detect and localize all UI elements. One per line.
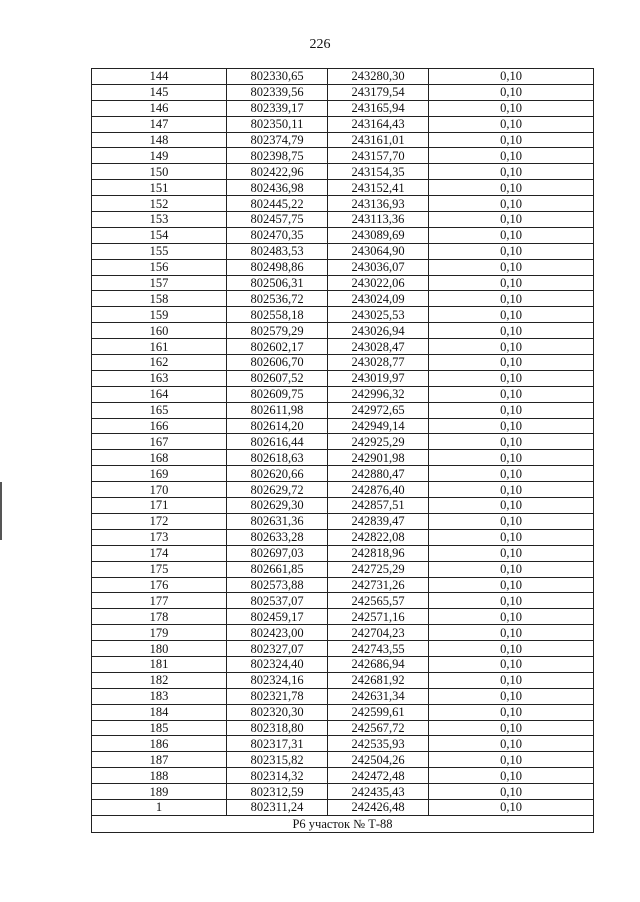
table-row bbox=[92, 180, 594, 196]
y-coordinate-cell: 243136,93 bbox=[328, 196, 429, 212]
y-coordinate-cell: 242426,48 bbox=[328, 799, 429, 815]
x-coordinate-cell: 802607,52 bbox=[227, 370, 328, 386]
accuracy-cell: 0,10 bbox=[429, 69, 594, 85]
table-row bbox=[92, 720, 594, 736]
y-coordinate-cell: 243179,54 bbox=[328, 84, 429, 100]
point-number-cell: 169 bbox=[92, 466, 227, 482]
y-coordinate-cell: 242925,29 bbox=[328, 434, 429, 450]
table-row bbox=[92, 355, 594, 371]
x-coordinate-cell: 802614,20 bbox=[227, 418, 328, 434]
accuracy-cell: 0,10 bbox=[429, 577, 594, 593]
x-coordinate-cell: 802374,79 bbox=[227, 132, 328, 148]
x-coordinate-cell: 802661,85 bbox=[227, 561, 328, 577]
accuracy-cell: 0,10 bbox=[429, 339, 594, 355]
accuracy-cell: 0,10 bbox=[429, 259, 594, 275]
table-row bbox=[92, 116, 594, 132]
x-coordinate-cell: 802457,75 bbox=[227, 212, 328, 228]
y-coordinate-cell: 243157,70 bbox=[328, 148, 429, 164]
x-coordinate-cell: 802609,75 bbox=[227, 386, 328, 402]
y-coordinate-cell: 242731,26 bbox=[328, 577, 429, 593]
point-number-cell: 165 bbox=[92, 402, 227, 418]
accuracy-cell: 0,10 bbox=[429, 132, 594, 148]
point-number-cell: 146 bbox=[92, 100, 227, 116]
x-coordinate-cell: 802573,88 bbox=[227, 577, 328, 593]
x-coordinate-cell: 802321,78 bbox=[227, 688, 328, 704]
y-coordinate-cell: 243089,69 bbox=[328, 227, 429, 243]
accuracy-cell: 0,10 bbox=[429, 307, 594, 323]
x-coordinate-cell: 802697,03 bbox=[227, 545, 328, 561]
point-number-cell: 159 bbox=[92, 307, 227, 323]
table-row bbox=[92, 100, 594, 116]
y-coordinate-cell: 242818,96 bbox=[328, 545, 429, 561]
table-row bbox=[92, 275, 594, 291]
point-number-cell: 180 bbox=[92, 641, 227, 657]
point-number-cell: 172 bbox=[92, 513, 227, 529]
x-coordinate-cell: 802350,11 bbox=[227, 116, 328, 132]
x-coordinate-cell: 802320,30 bbox=[227, 704, 328, 720]
table-row bbox=[92, 164, 594, 180]
plot-label: Р6 участок № Т-88 bbox=[92, 815, 594, 832]
x-coordinate-cell: 802324,16 bbox=[227, 672, 328, 688]
accuracy-cell: 0,10 bbox=[429, 736, 594, 752]
point-number-cell: 177 bbox=[92, 593, 227, 609]
accuracy-cell: 0,10 bbox=[429, 100, 594, 116]
point-number-cell: 145 bbox=[92, 84, 227, 100]
x-coordinate-cell: 802611,98 bbox=[227, 402, 328, 418]
y-coordinate-cell: 242857,51 bbox=[328, 498, 429, 514]
x-coordinate-cell: 802422,96 bbox=[227, 164, 328, 180]
accuracy-cell: 0,10 bbox=[429, 672, 594, 688]
x-coordinate-cell: 802483,53 bbox=[227, 243, 328, 259]
accuracy-cell: 0,10 bbox=[429, 529, 594, 545]
table-row bbox=[92, 482, 594, 498]
point-number-cell: 144 bbox=[92, 69, 227, 85]
point-number-cell: 185 bbox=[92, 720, 227, 736]
accuracy-cell: 0,10 bbox=[429, 291, 594, 307]
point-number-cell: 161 bbox=[92, 339, 227, 355]
x-coordinate-cell: 802602,17 bbox=[227, 339, 328, 355]
y-coordinate-cell: 242599,61 bbox=[328, 704, 429, 720]
point-number-cell: 181 bbox=[92, 656, 227, 672]
table-row bbox=[92, 370, 594, 386]
table-row bbox=[92, 402, 594, 418]
accuracy-cell: 0,10 bbox=[429, 545, 594, 561]
y-coordinate-cell: 243019,97 bbox=[328, 370, 429, 386]
y-coordinate-cell: 242567,72 bbox=[328, 720, 429, 736]
accuracy-cell: 0,10 bbox=[429, 418, 594, 434]
y-coordinate-cell: 242681,92 bbox=[328, 672, 429, 688]
table-row bbox=[92, 752, 594, 768]
x-coordinate-cell: 802616,44 bbox=[227, 434, 328, 450]
table-row bbox=[92, 69, 594, 85]
y-coordinate-cell: 243025,53 bbox=[328, 307, 429, 323]
x-coordinate-cell: 802330,65 bbox=[227, 69, 328, 85]
accuracy-cell: 0,10 bbox=[429, 625, 594, 641]
point-number-cell: 170 bbox=[92, 482, 227, 498]
point-number-cell: 150 bbox=[92, 164, 227, 180]
x-coordinate-cell: 802620,66 bbox=[227, 466, 328, 482]
y-coordinate-cell: 242504,26 bbox=[328, 752, 429, 768]
x-coordinate-cell: 802629,30 bbox=[227, 498, 328, 514]
y-coordinate-cell: 242565,57 bbox=[328, 593, 429, 609]
table-row bbox=[92, 196, 594, 212]
accuracy-cell: 0,10 bbox=[429, 243, 594, 259]
accuracy-cell: 0,10 bbox=[429, 704, 594, 720]
point-number-cell: 149 bbox=[92, 148, 227, 164]
point-number-cell: 157 bbox=[92, 275, 227, 291]
point-number-cell: 178 bbox=[92, 609, 227, 625]
y-coordinate-cell: 242686,94 bbox=[328, 656, 429, 672]
accuracy-cell: 0,10 bbox=[429, 450, 594, 466]
table-row bbox=[92, 434, 594, 450]
table-row bbox=[92, 212, 594, 228]
accuracy-cell: 0,10 bbox=[429, 84, 594, 100]
accuracy-cell: 0,10 bbox=[429, 641, 594, 657]
accuracy-cell: 0,10 bbox=[429, 275, 594, 291]
table-footer-row bbox=[92, 815, 594, 832]
table-row bbox=[92, 323, 594, 339]
y-coordinate-cell: 242822,08 bbox=[328, 529, 429, 545]
accuracy-cell: 0,10 bbox=[429, 180, 594, 196]
accuracy-cell: 0,10 bbox=[429, 227, 594, 243]
point-number-cell: 147 bbox=[92, 116, 227, 132]
y-coordinate-cell: 243064,90 bbox=[328, 243, 429, 259]
x-coordinate-cell: 802314,32 bbox=[227, 768, 328, 784]
table-row bbox=[92, 450, 594, 466]
y-coordinate-cell: 242704,23 bbox=[328, 625, 429, 641]
point-number-cell: 186 bbox=[92, 736, 227, 752]
table-row bbox=[92, 641, 594, 657]
accuracy-cell: 0,10 bbox=[429, 720, 594, 736]
accuracy-cell: 0,10 bbox=[429, 609, 594, 625]
accuracy-cell: 0,10 bbox=[429, 593, 594, 609]
x-coordinate-cell: 802311,24 bbox=[227, 799, 328, 815]
x-coordinate-cell: 802618,63 bbox=[227, 450, 328, 466]
y-coordinate-cell: 242435,43 bbox=[328, 784, 429, 800]
x-coordinate-cell: 802327,07 bbox=[227, 641, 328, 657]
x-coordinate-cell: 802470,35 bbox=[227, 227, 328, 243]
accuracy-cell: 0,10 bbox=[429, 402, 594, 418]
y-coordinate-cell: 242725,29 bbox=[328, 561, 429, 577]
point-number-cell: 173 bbox=[92, 529, 227, 545]
table-row bbox=[92, 625, 594, 641]
table-row bbox=[92, 529, 594, 545]
x-coordinate-cell: 802558,18 bbox=[227, 307, 328, 323]
y-coordinate-cell: 243024,09 bbox=[328, 291, 429, 307]
x-coordinate-cell: 802536,72 bbox=[227, 291, 328, 307]
accuracy-cell: 0,10 bbox=[429, 752, 594, 768]
x-coordinate-cell: 802339,17 bbox=[227, 100, 328, 116]
point-number-cell: 152 bbox=[92, 196, 227, 212]
table-row bbox=[92, 799, 594, 815]
y-coordinate-cell: 242631,34 bbox=[328, 688, 429, 704]
y-coordinate-cell: 243154,35 bbox=[328, 164, 429, 180]
point-number-cell: 153 bbox=[92, 212, 227, 228]
point-number-cell: 188 bbox=[92, 768, 227, 784]
table-row bbox=[92, 545, 594, 561]
coordinates-table-body bbox=[92, 69, 594, 833]
accuracy-cell: 0,10 bbox=[429, 196, 594, 212]
table-row bbox=[92, 704, 594, 720]
table-row bbox=[92, 148, 594, 164]
x-coordinate-cell: 802324,40 bbox=[227, 656, 328, 672]
table-row bbox=[92, 609, 594, 625]
table-row bbox=[92, 656, 594, 672]
y-coordinate-cell: 242839,47 bbox=[328, 513, 429, 529]
y-coordinate-cell: 242743,55 bbox=[328, 641, 429, 657]
x-coordinate-cell: 802339,56 bbox=[227, 84, 328, 100]
x-coordinate-cell: 802629,72 bbox=[227, 482, 328, 498]
y-coordinate-cell: 243026,94 bbox=[328, 323, 429, 339]
y-coordinate-cell: 242996,32 bbox=[328, 386, 429, 402]
y-coordinate-cell: 243028,47 bbox=[328, 339, 429, 355]
x-coordinate-cell: 802459,17 bbox=[227, 609, 328, 625]
table-row bbox=[92, 736, 594, 752]
point-number-cell: 174 bbox=[92, 545, 227, 561]
point-number-cell: 155 bbox=[92, 243, 227, 259]
accuracy-cell: 0,10 bbox=[429, 688, 594, 704]
table-row bbox=[92, 339, 594, 355]
accuracy-cell: 0,10 bbox=[429, 164, 594, 180]
table-row bbox=[92, 561, 594, 577]
y-coordinate-cell: 243164,43 bbox=[328, 116, 429, 132]
y-coordinate-cell: 242949,14 bbox=[328, 418, 429, 434]
point-number-cell: 187 bbox=[92, 752, 227, 768]
y-coordinate-cell: 242880,47 bbox=[328, 466, 429, 482]
y-coordinate-cell: 243113,36 bbox=[328, 212, 429, 228]
table-row bbox=[92, 688, 594, 704]
table-row bbox=[92, 132, 594, 148]
x-coordinate-cell: 802317,31 bbox=[227, 736, 328, 752]
x-coordinate-cell: 802631,36 bbox=[227, 513, 328, 529]
x-coordinate-cell: 802579,29 bbox=[227, 323, 328, 339]
y-coordinate-cell: 242901,98 bbox=[328, 450, 429, 466]
x-coordinate-cell: 802436,98 bbox=[227, 180, 328, 196]
x-coordinate-cell: 802315,82 bbox=[227, 752, 328, 768]
point-number-cell: 163 bbox=[92, 370, 227, 386]
point-number-cell: 182 bbox=[92, 672, 227, 688]
point-number-cell: 183 bbox=[92, 688, 227, 704]
point-number-cell: 167 bbox=[92, 434, 227, 450]
scan-edge-mark bbox=[0, 482, 2, 540]
table-row bbox=[92, 227, 594, 243]
accuracy-cell: 0,10 bbox=[429, 561, 594, 577]
y-coordinate-cell: 243022,06 bbox=[328, 275, 429, 291]
y-coordinate-cell: 242571,16 bbox=[328, 609, 429, 625]
accuracy-cell: 0,10 bbox=[429, 799, 594, 815]
point-number-cell: 1 bbox=[92, 799, 227, 815]
accuracy-cell: 0,10 bbox=[429, 434, 594, 450]
x-coordinate-cell: 802423,00 bbox=[227, 625, 328, 641]
point-number-cell: 184 bbox=[92, 704, 227, 720]
y-coordinate-cell: 242472,48 bbox=[328, 768, 429, 784]
y-coordinate-cell: 243165,94 bbox=[328, 100, 429, 116]
table-row bbox=[92, 513, 594, 529]
point-number-cell: 179 bbox=[92, 625, 227, 641]
x-coordinate-cell: 802318,80 bbox=[227, 720, 328, 736]
table-row bbox=[92, 593, 594, 609]
y-coordinate-cell: 243280,30 bbox=[328, 69, 429, 85]
accuracy-cell: 0,10 bbox=[429, 656, 594, 672]
x-coordinate-cell: 802312,59 bbox=[227, 784, 328, 800]
table-row bbox=[92, 291, 594, 307]
x-coordinate-cell: 802606,70 bbox=[227, 355, 328, 371]
table-row bbox=[92, 498, 594, 514]
table-row bbox=[92, 466, 594, 482]
point-number-cell: 175 bbox=[92, 561, 227, 577]
point-number-cell: 164 bbox=[92, 386, 227, 402]
accuracy-cell: 0,10 bbox=[429, 386, 594, 402]
point-number-cell: 166 bbox=[92, 418, 227, 434]
x-coordinate-cell: 802537,07 bbox=[227, 593, 328, 609]
point-number-cell: 156 bbox=[92, 259, 227, 275]
table-row bbox=[92, 84, 594, 100]
y-coordinate-cell: 242876,40 bbox=[328, 482, 429, 498]
accuracy-cell: 0,10 bbox=[429, 355, 594, 371]
accuracy-cell: 0,10 bbox=[429, 768, 594, 784]
table-row bbox=[92, 784, 594, 800]
accuracy-cell: 0,10 bbox=[429, 784, 594, 800]
table-row bbox=[92, 577, 594, 593]
accuracy-cell: 0,10 bbox=[429, 513, 594, 529]
y-coordinate-cell: 242972,65 bbox=[328, 402, 429, 418]
x-coordinate-cell: 802633,28 bbox=[227, 529, 328, 545]
point-number-cell: 189 bbox=[92, 784, 227, 800]
table-row bbox=[92, 768, 594, 784]
table-row bbox=[92, 243, 594, 259]
accuracy-cell: 0,10 bbox=[429, 498, 594, 514]
y-coordinate-cell: 243152,41 bbox=[328, 180, 429, 196]
x-coordinate-cell: 802498,86 bbox=[227, 259, 328, 275]
accuracy-cell: 0,10 bbox=[429, 212, 594, 228]
y-coordinate-cell: 242535,93 bbox=[328, 736, 429, 752]
table-row bbox=[92, 386, 594, 402]
accuracy-cell: 0,10 bbox=[429, 482, 594, 498]
accuracy-cell: 0,10 bbox=[429, 148, 594, 164]
table-row bbox=[92, 418, 594, 434]
point-number-cell: 171 bbox=[92, 498, 227, 514]
point-number-cell: 162 bbox=[92, 355, 227, 371]
page-number: 226 bbox=[309, 37, 331, 52]
x-coordinate-cell: 802506,31 bbox=[227, 275, 328, 291]
point-number-cell: 158 bbox=[92, 291, 227, 307]
point-number-cell: 168 bbox=[92, 450, 227, 466]
point-number-cell: 176 bbox=[92, 577, 227, 593]
point-number-cell: 160 bbox=[92, 323, 227, 339]
accuracy-cell: 0,10 bbox=[429, 116, 594, 132]
x-coordinate-cell: 802445,22 bbox=[227, 196, 328, 212]
table-row bbox=[92, 259, 594, 275]
table-row bbox=[92, 307, 594, 323]
point-number-cell: 154 bbox=[92, 227, 227, 243]
x-coordinate-cell: 802398,75 bbox=[227, 148, 328, 164]
y-coordinate-cell: 243028,77 bbox=[328, 355, 429, 371]
y-coordinate-cell: 243036,07 bbox=[328, 259, 429, 275]
y-coordinate-cell: 243161,01 bbox=[328, 132, 429, 148]
accuracy-cell: 0,10 bbox=[429, 370, 594, 386]
coordinates-table bbox=[91, 68, 594, 833]
accuracy-cell: 0,10 bbox=[429, 323, 594, 339]
point-number-cell: 148 bbox=[92, 132, 227, 148]
point-number-cell: 151 bbox=[92, 180, 227, 196]
table-row bbox=[92, 672, 594, 688]
accuracy-cell: 0,10 bbox=[429, 466, 594, 482]
